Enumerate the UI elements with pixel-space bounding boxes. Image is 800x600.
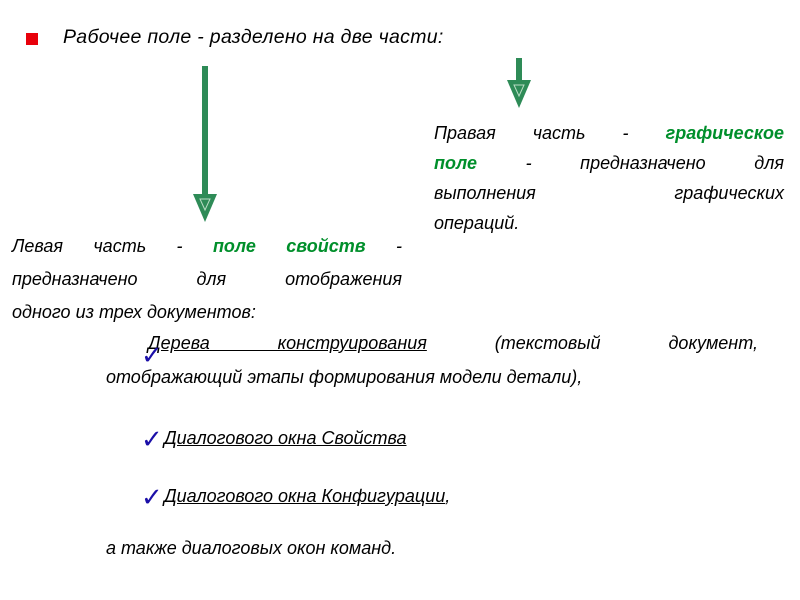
left-line-3: одного из трех документов:	[12, 302, 256, 322]
checkmark-icon: ✓	[141, 424, 163, 454]
document-item-2: Диалогового окна Свойства	[164, 428, 407, 448]
graphic-field-term-2: поле	[434, 153, 477, 173]
right-part-description	[434, 118, 784, 238]
left-line-1: Левая часть - поле свойств -	[12, 236, 402, 256]
left-line-2: предназначено для отображения	[12, 269, 402, 289]
graphic-field-term: графическое	[665, 123, 784, 143]
right-arrow	[507, 58, 531, 108]
page-heading: Рабочее поле - разделено на две части:	[63, 26, 444, 48]
checkmark-icon: ✓	[141, 482, 163, 512]
final-line: а также диалоговых окон команд.	[106, 538, 397, 558]
checkmark-icon: ✓	[141, 340, 163, 370]
design-tree-link: Дерева конструирования	[148, 333, 427, 353]
left-arrow	[193, 66, 217, 222]
properties-field-term: поле свойств	[212, 236, 366, 256]
left-part-description	[12, 230, 402, 329]
document-item-3: Диалогового окна Конфигурации,	[164, 486, 451, 506]
document-item-1	[106, 326, 758, 394]
right-line-4: операций.	[434, 213, 520, 233]
right-line-3: выполнения графических	[434, 183, 784, 203]
right-line-2: поле - предназначено для	[434, 153, 784, 173]
doc-item-1-line-2: отображающий этапы формирования модели детали),	[106, 367, 583, 387]
right-line-1: Правая часть - графическое	[434, 123, 784, 143]
doc-item-1-line-1: Дерева конструирования (текстовый документ,	[148, 333, 758, 353]
